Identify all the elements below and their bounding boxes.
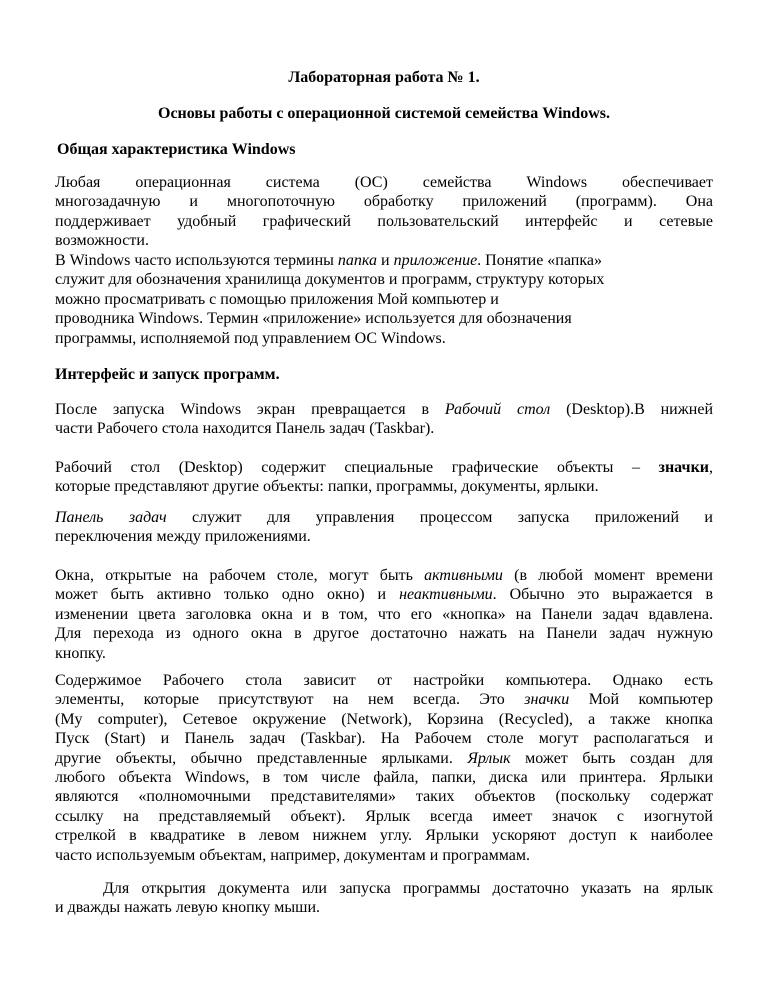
paragraph-line: изменении цвета заголовка окна и в том, что его «кнопка» на Панели задач вдавлена.: [55, 605, 713, 623]
paragraph-line: Для открытия документа или запуска программы достаточно указать на ярлык: [103, 880, 713, 897]
paragraph-line: служит для обозначения хранилища документов и программ, структуру которых: [55, 271, 605, 289]
paragraph-line: и дважды нажать левую кнопку мыши.: [55, 899, 321, 917]
paragraph-line: переключения между приложениями.: [55, 528, 311, 546]
paragraph-line: Окна, открытые на рабочем столе, могут быть активными (в любой момент времени: [55, 567, 713, 584]
paragraph-line: Панель задач служит для управления процессом запуска приложений и: [55, 509, 713, 526]
paragraph-line: поддерживает удобный графический пользовательский интерфейс и сетевые: [55, 212, 713, 230]
paragraph-line: В Windows часто используются термины папка и приложение. Понятие «папка»: [55, 252, 602, 269]
paragraph-line: которые представляют другие объекты: папки, программы, документы, ярлыки.: [55, 478, 599, 496]
paragraph-desktop: [55, 400, 713, 439]
term-folder: папка: [337, 252, 378, 269]
paragraph-line: Для перехода из одного окна в другое достаточно нажать на Панели задач нужную: [55, 625, 713, 643]
term-application: приложение: [393, 252, 478, 269]
paragraph-line: многозадачную и многопоточную обработку приложений (программ). Она: [55, 193, 713, 211]
paragraph-line: любого объекта Windows, в том числе файла, папки, диска или принтера. Ярлыки: [55, 768, 713, 786]
section-heading-interface: Интерфейс и запуск программ.: [55, 366, 280, 383]
paragraph-desktop-contents: [55, 671, 713, 865]
paragraph-terms: [55, 251, 713, 348]
paragraph-intro: [55, 173, 713, 251]
paragraph-line: Любая операционная система (ОС) семейства Windows обеспечивает: [55, 174, 713, 191]
paragraph-line: проводника Windows. Термин «приложение» используется для обозначения: [55, 310, 572, 328]
paragraph-line: кнопку.: [55, 644, 106, 662]
paragraph-line: части Рабочего стола находится Панель задач (Taskbar).: [55, 420, 435, 438]
paragraph-line: элементы, которые присутствуют на нем всегда. Это значки Мой компьютер: [55, 691, 713, 709]
paragraph-line: После запуска Windows экран превращается в Рабочий стол (Desktop).В нижней: [55, 401, 713, 418]
paragraph-taskbar: [55, 508, 713, 547]
paragraph-line: можно просматривать с помощью приложения Мой компьютер и: [55, 290, 499, 308]
paragraph-open-document: [55, 879, 713, 918]
paragraph-line: стрелкой в квадратике в левом нижнем углу. Ярлыки ускоряют доступ к наиболее: [55, 827, 713, 845]
paragraph-icons: [55, 458, 713, 497]
paragraph-line: Содержимое Рабочего стола зависит от настройки компьютера. Однако есть: [55, 672, 713, 689]
paragraph-line: ссылку на представляемый объект). Ярлык всегда имеет значок с изогнутой: [55, 807, 713, 825]
paragraph-line: программы, исполняемой под управлением ОС Windows.: [55, 329, 446, 347]
paragraph-line: другие объекты, обычно представленные ярлыками. Ярлык может быть создан для: [55, 749, 713, 767]
paragraph-line: Пуск (Start) и Панель задач (Taskbar). На Рабочем столе могут располагаться и: [55, 730, 713, 748]
paragraph-line: может быть активно только одно окно) и неактивными. Обычно это выражается в: [55, 586, 713, 604]
paragraph-line: часто используемым объектам, например, документам и программам.: [55, 846, 530, 864]
document-subtitle: Основы работы с операционной системой семейства Windows.: [158, 105, 610, 122]
section-heading-general: Общая характеристика Windows: [57, 141, 296, 158]
paragraph-windows: [55, 566, 713, 663]
paragraph-line: возможности.: [55, 232, 149, 250]
paragraph-line: являются «полномочными представителями» таких объектов (поскольку содержат: [55, 788, 713, 806]
document-title: Лабораторная работа № 1.: [288, 69, 480, 86]
paragraph-line: Рабочий стол (Desktop) содержит специальные графические объекты – значки,: [55, 459, 713, 476]
paragraph-line: (My computer), Сетевое окружение (Network), Корзина (Recycled), а также кнопка: [55, 710, 713, 728]
